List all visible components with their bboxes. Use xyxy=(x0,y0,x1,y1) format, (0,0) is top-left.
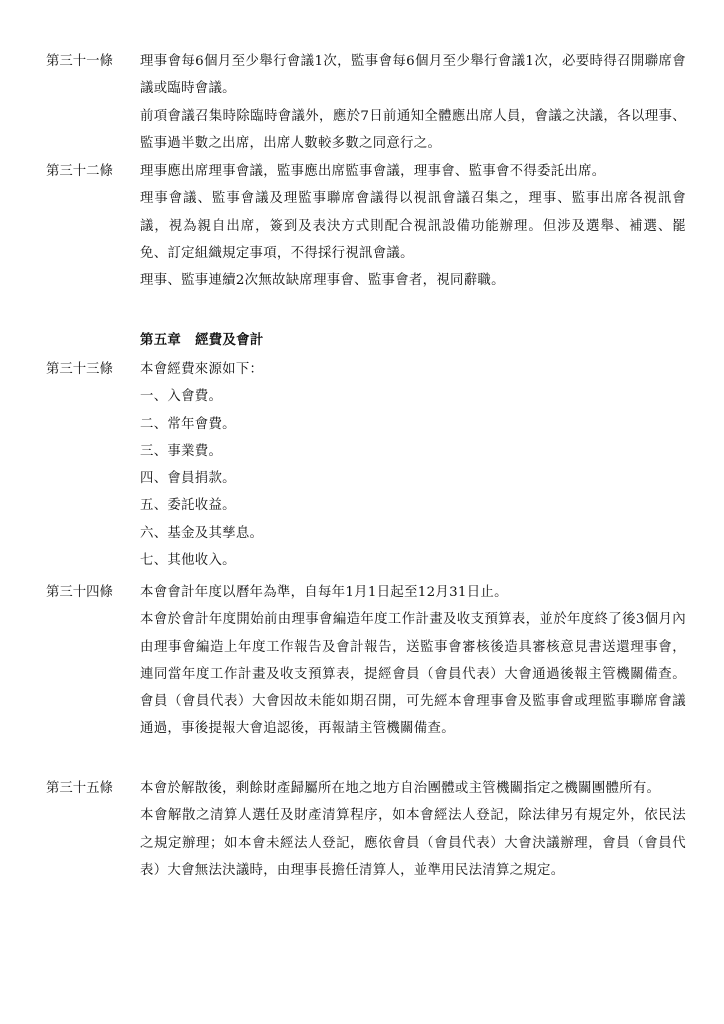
article-label: 第三十五條 xyxy=(46,781,113,796)
article-paragraph: 本會會計年度以曆年為準，自每年1月1日起至12月31日止。 xyxy=(140,585,508,600)
article-body xyxy=(140,48,686,157)
article-31 xyxy=(46,48,686,157)
list-item: 二、常年會費。 xyxy=(140,416,236,432)
article-paragraph: 理事會每6個月至少舉行會議1次，監事會每6個月至少舉行會議1次，必要時得召開聯席會議或臨時會議。 xyxy=(140,54,686,97)
article-paragraph: 前項會議召集時除臨時會議外，應於7日前通知全體應出席人員，會議之決議，各以理事、監事過半數之出席，出席人數較多數之同意行之。 xyxy=(140,108,686,151)
list-item: 七、其他收入。 xyxy=(140,553,236,569)
list-item: 一、入會費。 xyxy=(140,389,223,405)
article-paragraph: 理事、監事連續2次無故缺席理事會、監事會者，視同辭職。 xyxy=(140,273,505,289)
article-label: 第三十一條 xyxy=(46,54,113,69)
article-paragraph: 本會於會計年度開始前由理事會編造年度工作計畫及收支預算表，並於年度終了後3個月內由理事會編造上年度工作報告及會計報告，送監事會審核後造具審核意見書送還理事會，連同當年度工作計畫及收支預算表，提經會員（會員代表）大會通過後報主管機關備查。會員（會員代表）大會因故未能如期召開，可先經本會理事會及監事會或理監事聯席會議通過，事後提報大會追認後，再報請主管機關備查。 xyxy=(140,612,686,737)
article-paragraph: 本會解散之清算人選任及財產清算程序，如本會經法人登記，除法律另有規定外，依民法之規定辦理；如本會未經法人登記，應依會員（會員代表）大會決議辦理，會員（會員代表）大會無法決議時，由理事長擔任清算人，並準用民法清算之規定。 xyxy=(140,808,686,878)
article-paragraph: 本會經費來源如下： xyxy=(140,362,264,377)
chapter-number: 第五章 xyxy=(140,332,182,348)
list-item: 四、會員捐款。 xyxy=(140,471,236,487)
article-label: 第三十三條 xyxy=(46,362,113,377)
chapter-title: 經費及會計 xyxy=(195,332,264,348)
article-body xyxy=(140,356,686,574)
article-body xyxy=(140,775,686,884)
article-label: 第三十二條 xyxy=(46,164,113,179)
list-item: 六、基金及其孳息。 xyxy=(140,525,264,541)
chapter-heading xyxy=(140,327,264,354)
article-label: 第三十四條 xyxy=(46,585,113,600)
article-35 xyxy=(46,775,686,884)
article-paragraph: 本會於解散後，剩餘財產歸屬所在地之地方自治團體或主管機關指定之機關團體所有。 xyxy=(140,781,661,796)
article-paragraph: 理事會議、監事會議及理監事聯席會議得以視訊會議召集之，理事、監事出席各視訊會議，視為親自出席，簽到及表決方式則配合視訊設備功能辦理。但涉及選舉、補選、罷免、訂定組織規定事項，不得採行視訊會議。 xyxy=(140,191,686,261)
article-32 xyxy=(46,158,686,294)
article-body xyxy=(140,158,686,294)
article-body xyxy=(140,579,686,743)
list-item: 三、事業費。 xyxy=(140,443,223,459)
article-33 xyxy=(46,356,686,574)
list-item: 五、委託收益。 xyxy=(140,498,236,514)
article-paragraph: 理事應出席理事會議，監事應出席監事會議，理事會、監事會不得委託出席。 xyxy=(140,164,606,179)
article-34 xyxy=(46,579,686,743)
